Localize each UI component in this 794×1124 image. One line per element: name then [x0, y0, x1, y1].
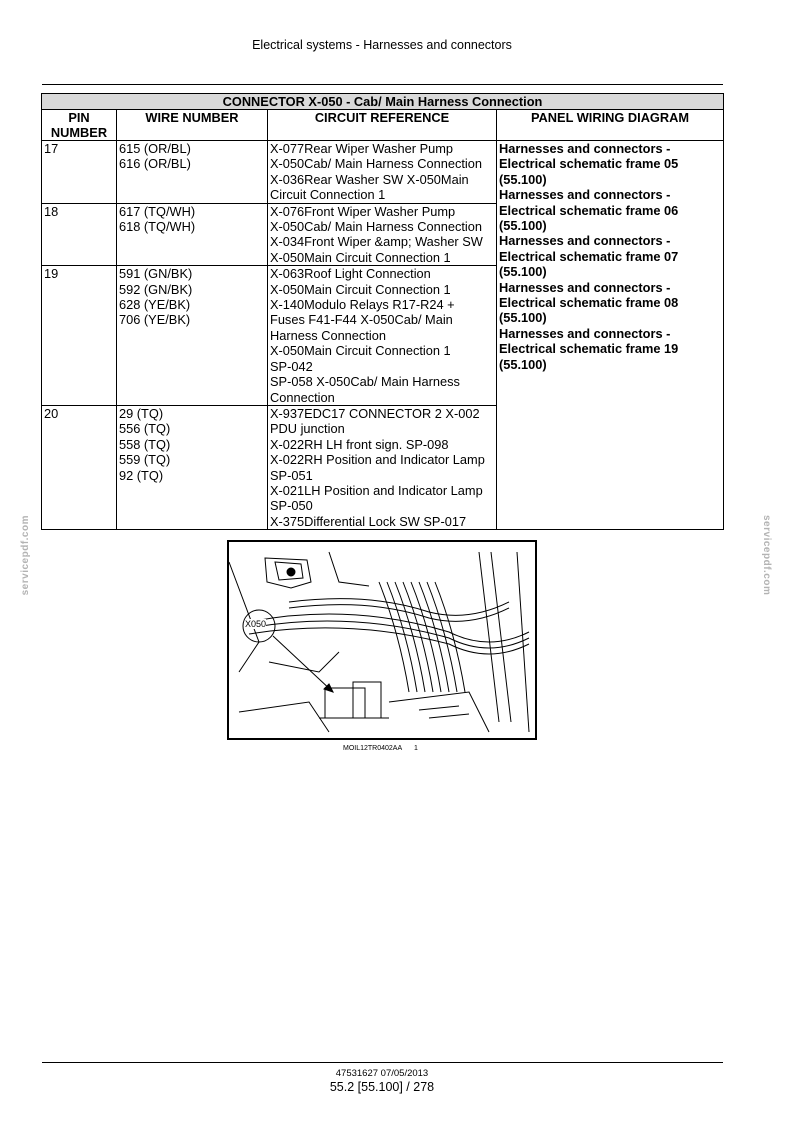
- connector-location-figure: [227, 540, 537, 740]
- callout-label: X050: [245, 619, 267, 629]
- panel-link[interactable]: Electrical schematic frame 06: [499, 202, 679, 218]
- circuit-ref: PDU junction: [270, 421, 345, 437]
- harness-line-drawing: [229, 542, 535, 738]
- circuit-cell: [268, 405, 497, 529]
- circuit-ref: X-036Rear Washer SW X-050Main: [270, 171, 469, 187]
- circuit-ref: X-076Front Wiper Washer Pump: [270, 203, 456, 219]
- circuit-ref: X-050Main Circuit Connection 1: [270, 281, 451, 297]
- col-header-wire: WIRE NUMBER: [117, 110, 268, 141]
- wire-cell: [117, 266, 268, 406]
- wire-number: 628 (YE/BK): [119, 297, 191, 313]
- wire-number: 618 (TQ/WH): [119, 219, 196, 235]
- panel-link[interactable]: Harnesses and connectors -: [499, 141, 671, 156]
- circuit-ref: X-022RH Position and Indicator Lamp: [270, 452, 485, 468]
- circuit-ref: X-021LH Position and Indicator Lamp: [270, 482, 483, 498]
- circuit-ref: X-050Cab/ Main Harness Connection: [270, 156, 482, 172]
- circuit-ref: X-140Modulo Relays R17-R24 +: [270, 297, 455, 313]
- wire-number: 556 (TQ): [119, 421, 171, 437]
- pin-cell: 20: [42, 405, 117, 529]
- figure-id: MOIL12TR0402AA: [343, 745, 403, 752]
- circuit-cell: [268, 203, 497, 266]
- wire-cell: [117, 405, 268, 529]
- circuit-ref: X-050Main Circuit Connection 1: [270, 249, 451, 265]
- document-code: 47531627 07/05/2013: [335, 1068, 429, 1079]
- circuit-ref: X-375Differential Lock SW SP-017: [270, 513, 467, 529]
- wire-number: 592 (GN/BK): [119, 281, 193, 297]
- wire-number: 706 (YE/BK): [119, 312, 191, 328]
- connector-table: [41, 93, 724, 530]
- table-row: [42, 141, 724, 204]
- panel-link[interactable]: (55.100): [499, 218, 547, 234]
- circuit-ref: Harness Connection: [270, 327, 386, 343]
- circuit-ref: SP-042: [270, 358, 313, 374]
- panel-wiring-cell: [497, 141, 724, 530]
- panel-link[interactable]: Harnesses and connectors -: [499, 187, 671, 203]
- table-title: CONNECTOR X-050 - Cab/ Main Harness Connection: [42, 94, 724, 110]
- circuit-cell: [268, 266, 497, 406]
- col-header-circuit: CIRCUIT REFERENCE: [268, 110, 497, 141]
- circuit-ref: SP-050: [270, 498, 313, 514]
- wire-number: 617 (TQ/WH): [119, 203, 196, 219]
- panel-link[interactable]: (55.100): [499, 171, 547, 187]
- circuit-ref: X-022RH LH front sign. SP-098: [270, 436, 449, 452]
- wire-number: 559 (TQ): [119, 452, 171, 468]
- circuit-ref: SP-051: [270, 467, 313, 483]
- circuit-cell: [268, 141, 497, 204]
- panel-link[interactable]: (55.100): [499, 356, 547, 372]
- circuit-ref: X-077Rear Wiper Washer Pump: [270, 141, 454, 156]
- watermark-left: servicepdf.com: [20, 515, 31, 596]
- panel-link[interactable]: Electrical schematic frame 19: [499, 341, 679, 357]
- watermark-right: servicepdf.com: [761, 515, 772, 596]
- wire-number: 591 (GN/BK): [119, 266, 193, 282]
- panel-link[interactable]: (55.100): [499, 264, 547, 280]
- pin-cell: 17: [42, 141, 117, 204]
- page-header: Electrical systems - Harnesses and connectors: [252, 38, 512, 52]
- wire-number: 558 (TQ): [119, 436, 171, 452]
- circuit-ref: X-034Front Wiper &amp; Washer SW: [270, 234, 483, 250]
- panel-link[interactable]: Electrical schematic frame 05: [499, 156, 679, 172]
- pin-cell: 18: [42, 203, 117, 266]
- wire-cell: [117, 141, 268, 204]
- header-rule: [42, 84, 723, 85]
- circuit-ref: Fuses F41-F44 X-050Cab/ Main: [270, 312, 453, 328]
- panel-link[interactable]: (55.100): [499, 310, 547, 326]
- panel-link[interactable]: Electrical schematic frame 08: [499, 295, 679, 311]
- panel-link[interactable]: Harnesses and connectors -: [499, 279, 671, 295]
- wire-number: 92 (TQ): [119, 467, 164, 483]
- col-header-panel: PANEL WIRING DIAGRAM: [497, 110, 724, 141]
- figure-number: 1: [414, 745, 418, 752]
- wire-number: 616 (OR/BL): [119, 156, 191, 172]
- circuit-ref: X-050Main Circuit Connection 1: [270, 343, 451, 359]
- pin-cell: 19: [42, 266, 117, 406]
- wire-cell: [117, 203, 268, 266]
- wire-number: 29 (TQ): [119, 405, 164, 421]
- circuit-ref: X-063Roof Light Connection: [270, 266, 431, 282]
- page-number: 55.2 [55.100] / 278: [329, 1080, 435, 1094]
- panel-link[interactable]: Harnesses and connectors -: [499, 233, 671, 249]
- wire-number: 615 (OR/BL): [119, 141, 191, 156]
- circuit-ref: Circuit Connection 1: [270, 187, 386, 203]
- panel-link[interactable]: Electrical schematic frame 07: [499, 248, 679, 264]
- panel-link[interactable]: Harnesses and connectors -: [499, 325, 671, 341]
- circuit-ref: X-050Cab/ Main Harness Connection: [270, 219, 482, 235]
- circuit-ref: Connection: [270, 389, 335, 405]
- circuit-ref: X-937EDC17 CONNECTOR 2 X-002: [270, 405, 480, 421]
- circuit-ref: SP-058 X-050Cab/ Main Harness: [270, 374, 460, 390]
- footer-rule: [42, 1062, 723, 1063]
- col-header-pin: PIN NUMBER: [42, 110, 117, 141]
